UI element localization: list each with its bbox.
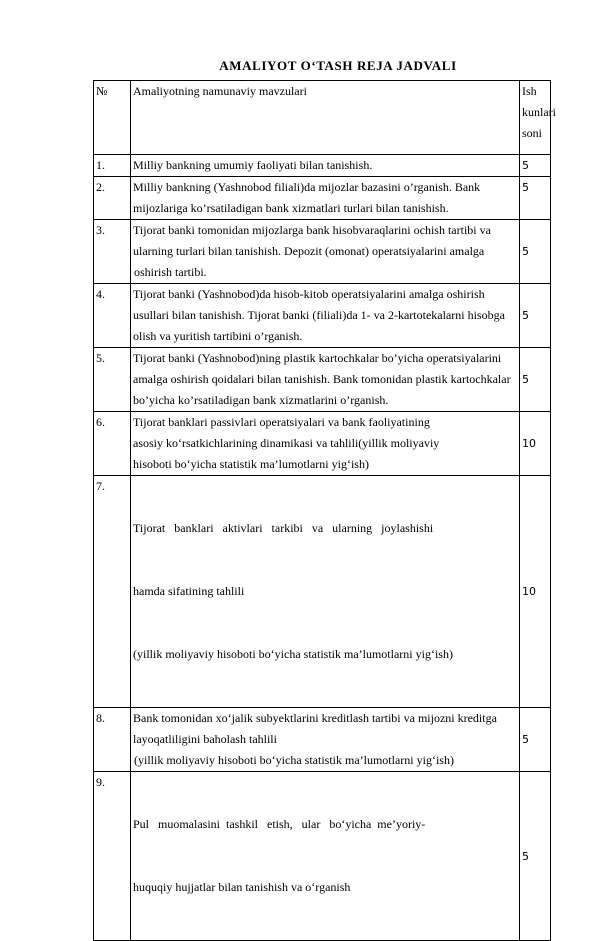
- topic-line: (yillik moliyaviy hisoboti bo‘yicha statistik ma’lumotlarni yig‘ish): [134, 753, 454, 767]
- page-title: AMALIYOT O‘TASH REJA JADVALI: [219, 58, 457, 73]
- row-days: 5: [520, 348, 551, 412]
- table-row: [94, 177, 551, 220]
- row-days: 5: [520, 177, 551, 220]
- row-topic: [131, 708, 520, 772]
- topic-line: Tijorat banklari aktivlari tarkibi va ularning joylashishi: [133, 521, 434, 535]
- row-number: 2.: [94, 177, 131, 220]
- row-number: 4.: [94, 284, 131, 348]
- header-topic: Amaliyotning namunaviy mavzulari: [131, 81, 520, 155]
- topic-line: huquqiy hujjatlar bilan tanishish va o‘rganish: [133, 880, 351, 894]
- table-row: [94, 476, 551, 708]
- header-days-line-2: kunlari: [522, 105, 556, 119]
- row-topic: [131, 177, 520, 220]
- table-row: [94, 772, 551, 941]
- topic-line: Tijorat banki (Yashnobod)ning plastik kartochkalar bo’yicha operatsiyalarini amalga oshirish qoidalari bilan tanishish. Bank tomonidan plastik kartochkalar bo’yicha ko’rsatiladigan bank xizmatlarini o’rganish.: [133, 351, 511, 407]
- practice-plan-table: [93, 80, 556, 941]
- row-number: 7.: [94, 476, 131, 708]
- topic-line: Bank tomonidan xo‘jalik subyektlarini kreditlash tartibi va mijozni kreditga layoqatliligini baholash tahlili: [133, 711, 497, 746]
- topic-line: Tijorat banki (Yashnobod)da hisob-kitob operatsiyalarini amalga oshirish usullari bilan tanishish. Tijorat banki (filiali)da 1- va 2-kartotekalarni hisobga olish va yuritish tartibini o’rganish.: [133, 287, 505, 343]
- row-number: 8.: [94, 708, 131, 772]
- row-number: 3.: [94, 220, 131, 284]
- table-row: [94, 708, 551, 772]
- row-topic: [131, 220, 520, 284]
- row-days: 5: [520, 708, 551, 772]
- topic-line: asosiy ko‘rsatkichlarining dinamikasi va tahlili(yillik moliyaviy: [133, 436, 440, 450]
- table-row: [94, 220, 551, 284]
- table-row: [94, 348, 551, 412]
- row-topic: [131, 412, 520, 476]
- table-header-row: [94, 81, 551, 155]
- row-topic: [131, 476, 520, 708]
- row-days: 5: [520, 155, 551, 177]
- topic-line: oshirish tartibi.: [134, 265, 207, 279]
- row-days: 10: [520, 476, 551, 708]
- row-topic: [131, 284, 520, 348]
- header-number: №: [94, 81, 131, 155]
- table-row: [94, 284, 551, 348]
- topic-line: hamda sifatining tahlili: [133, 584, 245, 598]
- row-number: 9.: [94, 772, 131, 941]
- header-days-line-1: Ish: [522, 84, 537, 98]
- row-days: 10: [520, 412, 551, 476]
- topic-line: hisoboti bo‘yicha statistik ma’lumotlarni yig‘ish): [133, 457, 369, 471]
- row-number: 6.: [94, 412, 131, 476]
- table-row: [94, 412, 551, 476]
- topic-line: Milliy bankning umumiy faoliyati bilan tanishish.: [133, 158, 373, 172]
- topic-line: (yillik moliyaviy hisoboti bo‘yicha statistik ma’lumotlarni yig‘ish): [133, 647, 453, 661]
- row-topic: [131, 772, 520, 941]
- row-topic: [131, 155, 520, 177]
- topic-line: Milliy bankning (Yashnobod filiali)da mijozlar bazasini o’rganish. Bank mijozlariga ko’rsatiladigan bank xizmatlari turlari bilan tanishish.: [133, 180, 481, 215]
- row-days: 5: [520, 220, 551, 284]
- row-days: 5: [520, 284, 551, 348]
- header-days-line-3: soni: [522, 126, 543, 140]
- header-days: [520, 81, 556, 155]
- row-number: 1.: [94, 155, 131, 177]
- row-number: 5.: [94, 348, 131, 412]
- topic-line: Tijorat banki tomonidan mijozlarga bank hisobvaraqlarini ochish tartibi va ularning turlari bilan tanishish. Depozit (omonat) operatsiyalarini amalga: [133, 223, 491, 258]
- topic-line: Tijorat banklari passivlari operatsiyalari va bank faoliyatining: [133, 415, 430, 429]
- row-topic: [131, 348, 520, 412]
- row-days: 5: [520, 772, 551, 941]
- table-row: [94, 155, 551, 177]
- topic-line: Pul muomalasini tashkil etish, ular bo‘yicha me’yoriy-: [133, 817, 426, 831]
